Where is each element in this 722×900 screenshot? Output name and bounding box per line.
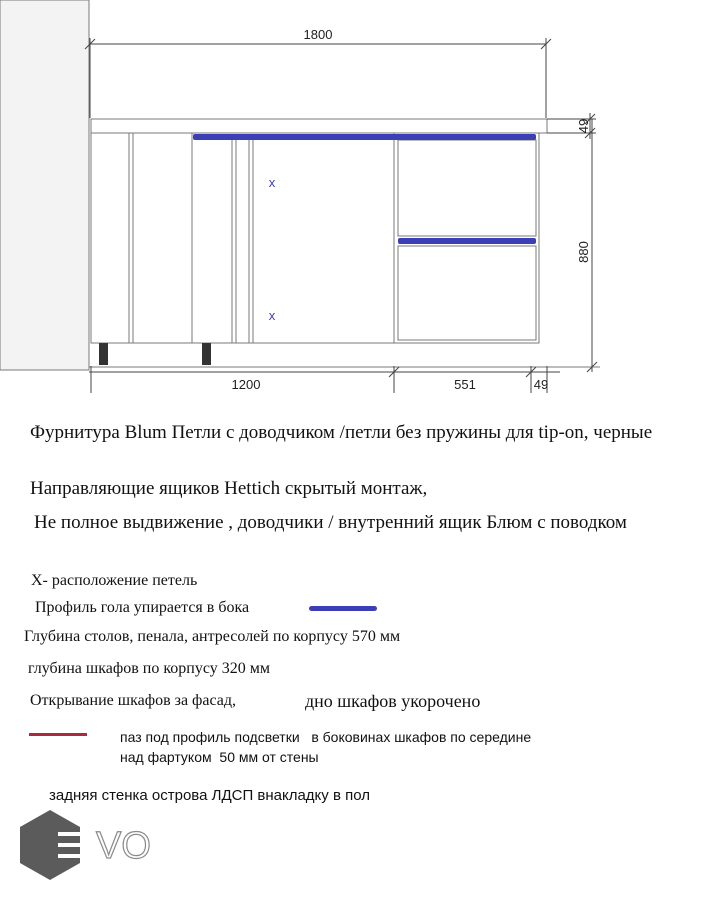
overall-width-label: 1800 [303,27,333,42]
note-hardware: Фурнитура Blum Петли с доводчиком /петли без пружины для tip-on, черные [30,422,653,443]
note-profile: Профиль гола упирается в бока [35,599,250,616]
bottom-middle-dimension-label: 551 [454,377,476,392]
wall [0,0,89,370]
overall-width-dimension [85,38,551,118]
note-back-wall: задняя стенка острова ЛДСП внакладку в пол [49,787,370,804]
bottom-left-dimension-label: 1200 [231,377,261,392]
gola-profile-top [193,134,536,140]
leg-2 [202,343,211,365]
bottom-dimensions [89,366,560,393]
profile-legend-swatch [309,606,377,611]
bottom-right-dimension-label: 49 [533,377,549,392]
backlight-legend-swatch [29,733,87,736]
logo-text: VO [96,825,151,867]
height-label: 880 [576,241,591,263]
note-hinge-location: Х- расположение петель [31,572,198,589]
countertop [91,119,547,133]
cabinet-drawing [0,0,722,410]
note-drawers: Не полное выдвижение , доводчики / внутренний ящик Блюм с поводком [34,512,627,533]
note-bottom: дно шкафов укорочено [305,691,481,711]
evo-logo [18,808,168,884]
gola-profile-middle [398,238,536,244]
countertop-thickness-label: 49 [576,118,591,134]
note-opening: Открывание шкафов за фасад, [30,692,237,709]
leg-1 [99,343,108,365]
note-groove: паз под профиль подсветки в боковинах шкафов по середине над фартуком 50 мм от стены [120,729,532,765]
hinge-marker-top: x [268,175,276,190]
note-runners: Направляющие ящиков Hettich скрытый монтаж, [30,478,428,499]
note-depth-cabinets: глубина шкафов по корпусу 320 мм [28,660,270,677]
hinge-marker-bottom: x [268,308,276,323]
note-depth-tables: Глубина столов, пенала, антресолей по корпусу 570 мм [24,628,401,645]
logo-e-bars [58,832,92,858]
